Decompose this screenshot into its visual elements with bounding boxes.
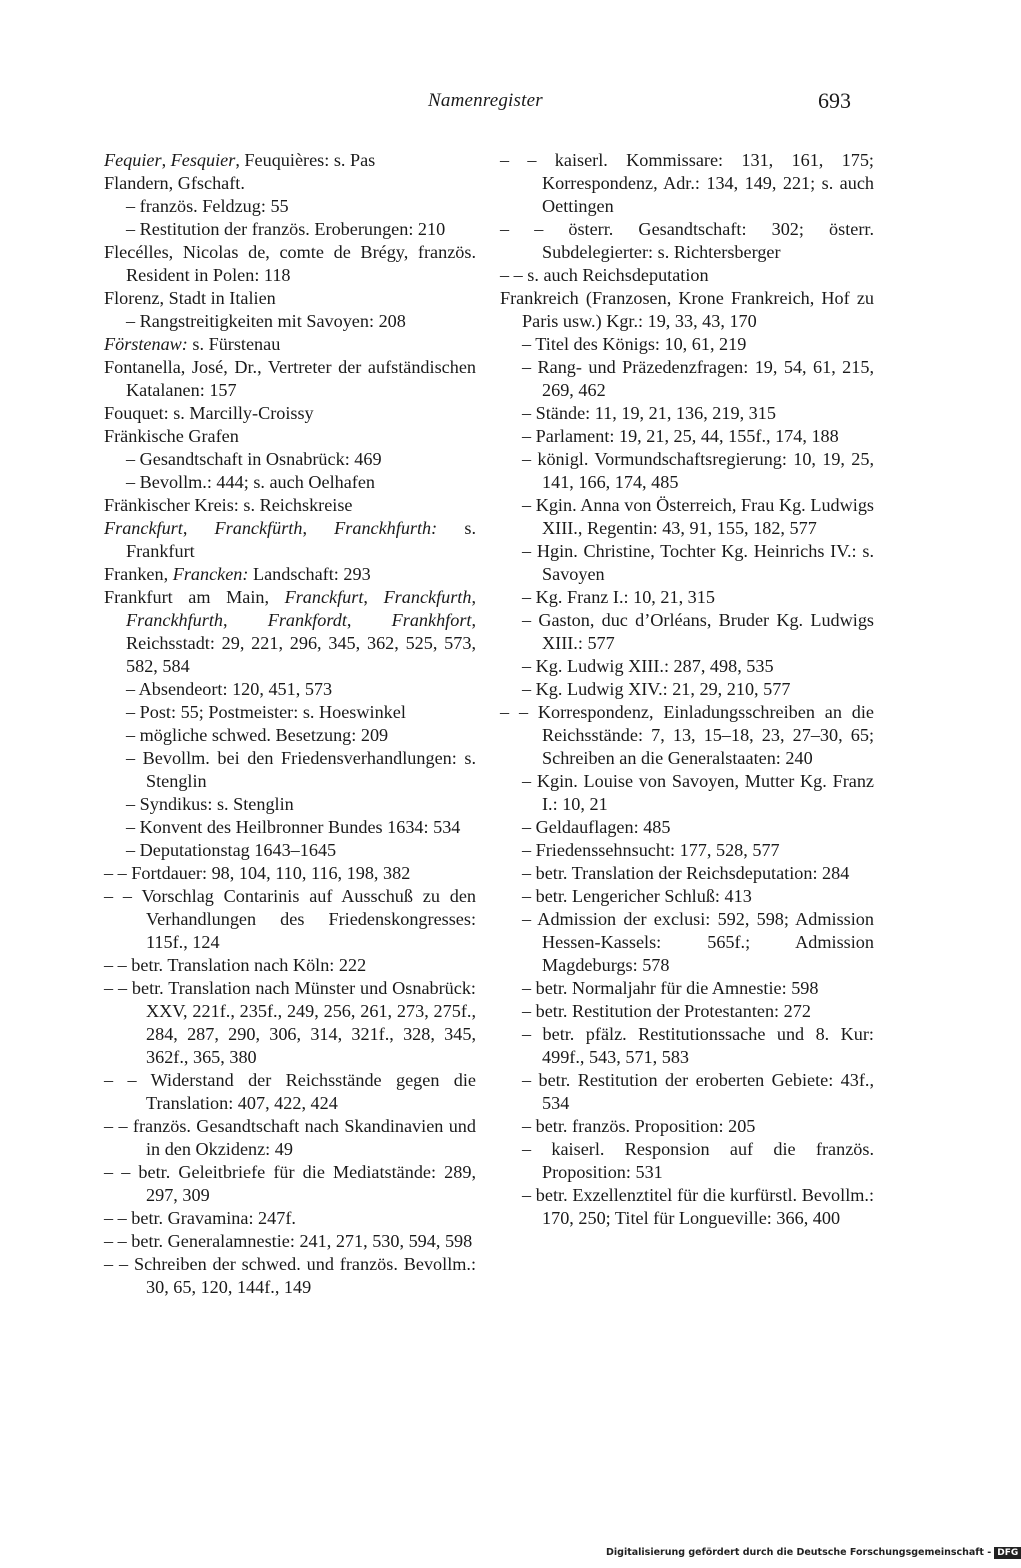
index-entry: – Syndikus: s. Stenglin (126, 794, 294, 814)
index-entry: – Bevollm. bei den Friedensverhandlungen: s. Stenglin (126, 748, 476, 791)
index-entry: Frankreich (Franzosen, Krone Frankreich, Hof zu Paris usw.) Kgr.: 19, 33, 43, 170 (500, 288, 874, 331)
index-entry: – – Korrespondenz, Einladungsschreiben an die Reichsstände: 7, 13, 15–18, 23, 27–30, 65; Schreiben an die Generalstaaten: 240 (500, 702, 874, 768)
index-entry: – betr. Restitution der eroberten Gebiete: 43f., 534 (522, 1070, 874, 1113)
index-entry: – Rangstreitigkeiten mit Savoyen: 208 (126, 311, 406, 331)
index-entry: – – kaiserl. Kommissare: 131, 161, 175; Korrespondenz, Adr.: 134, 149, 221; s. auch Oettingen (500, 150, 874, 216)
index-entry: – Titel des Königs: 10, 61, 219 (522, 334, 747, 354)
index-entry: – – Schreiben der schwed. und französ. Bevollm.: 30, 65, 120, 144f., 149 (104, 1254, 476, 1297)
index-entry: – – Vorschlag Contarinis auf Ausschuß zu den Verhandlungen des Friedenskongresses: 115f., 124 (104, 886, 476, 952)
index-entry: – Kg. Ludwig XIII.: 287, 498, 535 (522, 656, 774, 676)
index-entry: Förstenaw: s. Fürstenau (104, 334, 281, 354)
index-entry: – – betr. Generalamnestie: 241, 271, 530, 594, 598 (104, 1231, 473, 1251)
index-entry: Flandern, Gfschaft. (104, 173, 245, 193)
index-entry: – Friedenssehnsucht: 177, 528, 577 (522, 840, 780, 860)
index-entry: – – Fortdauer: 98, 104, 110, 116, 198, 382 (104, 863, 411, 883)
index-entry: – Bevollm.: 444; s. auch Oelhafen (126, 472, 376, 492)
index-entry: – – französ. Gesandtschaft nach Skandinavien und in den Okzidenz: 49 (104, 1116, 476, 1159)
index-entry: – – betr. Gravamina: 247f. (104, 1208, 296, 1228)
dfg-logo: DFG (994, 1547, 1021, 1559)
index-entry: – Admission der exclusi: 592, 598; Admission Hessen-Kassels: 565f.; Admission Magdeburgs: 578 (522, 909, 874, 975)
index-entry: – Post: 55; Postmeister: s. Hoeswinkel (126, 702, 406, 722)
index-entry: – Stände: 11, 19, 21, 136, 219, 315 (522, 403, 776, 423)
index-entry: – Gaston, duc d’Orléans, Bruder Kg. Ludwigs XIII.: 577 (522, 610, 874, 653)
index-entry: Fontanella, José, Dr., Vertreter der aufständischen Katalanen: 157 (104, 357, 476, 400)
index-entry: – – Widerstand der Reichsstände gegen die Translation: 407, 422, 424 (104, 1070, 476, 1113)
index-entry: – betr. Lengericher Schluß: 413 (522, 886, 752, 906)
index-entry: Frankfurt am Main, Franckfurt, Franckfurth, Franckhfurth, Frankfordt, Frankhfort, Reichsstadt: 29, 221, 296, 345, 362, 525, 573, 582, 584 (104, 587, 477, 676)
index-entry: – Absendeort: 120, 451, 573 (126, 679, 333, 699)
index-entry: – Kg. Ludwig XIV.: 21, 29, 210, 577 (522, 679, 791, 699)
index-entry: – – betr. Translation nach Köln: 222 (104, 955, 367, 975)
index-column-right (500, 149, 874, 1230)
index-entry: Fouquet: s. Marcilly-Croissy (104, 403, 314, 423)
index-entry: – betr. Translation der Reichsdeputation: 284 (522, 863, 850, 883)
index-entry: – französ. Feldzug: 55 (126, 196, 289, 216)
index-entry: Fequier, Fesquier, Feuquières: s. Pas (104, 150, 376, 170)
index-entry: – betr. pfälz. Restitutionssache und 8. Kur: 499f., 543, 571, 583 (522, 1024, 874, 1067)
index-entry: – betr. Exzellenztitel für die kurfürstl. Bevollm.: 170, 250; Titel für Longueville: 366, 400 (522, 1185, 874, 1228)
index-entry: – Deputationstag 1643–1645 (126, 840, 337, 860)
page-number: 693 (818, 88, 851, 113)
index-entry: – Hgin. Christine, Tochter Kg. Heinrichs IV.: s. Savoyen (522, 541, 874, 584)
index-entry: – – österr. Gesandtschaft: 302; österr. Subdelegierter: s. Richtersberger (500, 219, 874, 262)
index-entry: – Gesandtschaft in Osnabrück: 469 (126, 449, 382, 469)
index-entry: – kaiserl. Responsion auf die französ. Proposition: 531 (522, 1139, 874, 1182)
index-entry: – königl. Vormundschaftsregierung: 10, 19, 25, 141, 166, 174, 485 (522, 449, 874, 492)
index-entry: Florenz, Stadt in Italien (104, 288, 276, 308)
index-entry: – betr. Normaljahr für die Amnestie: 598 (522, 978, 819, 998)
index-column-left (104, 149, 476, 1299)
footer-text: Digitalisierung gefördert durch die Deutsche Forschungsgemeinschaft - (606, 1547, 992, 1558)
index-entry: – betr. französ. Proposition: 205 (522, 1116, 756, 1136)
index-entry: Franckfurt, Franckfürth, Franckhfurth: s. Frankfurt (104, 518, 476, 561)
index-entry: Fränkischer Kreis: s. Reichskreise (104, 495, 353, 515)
index-entry: – Konvent des Heilbronner Bundes 1634: 534 (126, 817, 461, 837)
index-entry: – mögliche schwed. Besetzung: 209 (126, 725, 389, 745)
index-entry: – Kg. Franz I.: 10, 21, 315 (522, 587, 715, 607)
index-entry: – Kgin. Anna von Österreich, Frau Kg. Ludwigs XIII., Regentin: 43, 91, 155, 182, 577 (522, 495, 874, 538)
index-entry: – betr. Restitution der Protestanten: 272 (522, 1001, 811, 1021)
index-entry: Flecélles, Nicolas de, comte de Brégy, französ. Resident in Polen: 118 (104, 242, 476, 285)
footer-credit (606, 1547, 1021, 1559)
index-entry: – Parlament: 19, 21, 25, 44, 155f., 174, 188 (522, 426, 839, 446)
index-entry: Franken, Francken: Landschaft: 293 (104, 564, 371, 584)
index-entry: – – s. auch Reichsdeputation (500, 265, 709, 285)
index-entry: Fränkische Grafen (104, 426, 239, 446)
index-entry: – – betr. Geleitbriefe für die Mediatstände: 289, 297, 309 (104, 1162, 476, 1205)
index-entry: – Rang- und Präzedenzfragen: 19, 54, 61, 215, 269, 462 (522, 357, 874, 400)
index-entry: – Kgin. Louise von Savoyen, Mutter Kg. Franz I.: 10, 21 (522, 771, 874, 814)
running-title: Namenregister (428, 90, 543, 111)
index-entry: – Restitution der französ. Eroberungen: 210 (126, 219, 446, 239)
index-entry: – Geldauflagen: 485 (522, 817, 671, 837)
index-entry: – – betr. Translation nach Münster und Osnabrück: XXV, 221f., 235f., 249, 256, 261, 273, 275f., 284, 287, 290, 306, 314, 321f., 328, 345, 362f., 365, 380 (104, 978, 476, 1067)
